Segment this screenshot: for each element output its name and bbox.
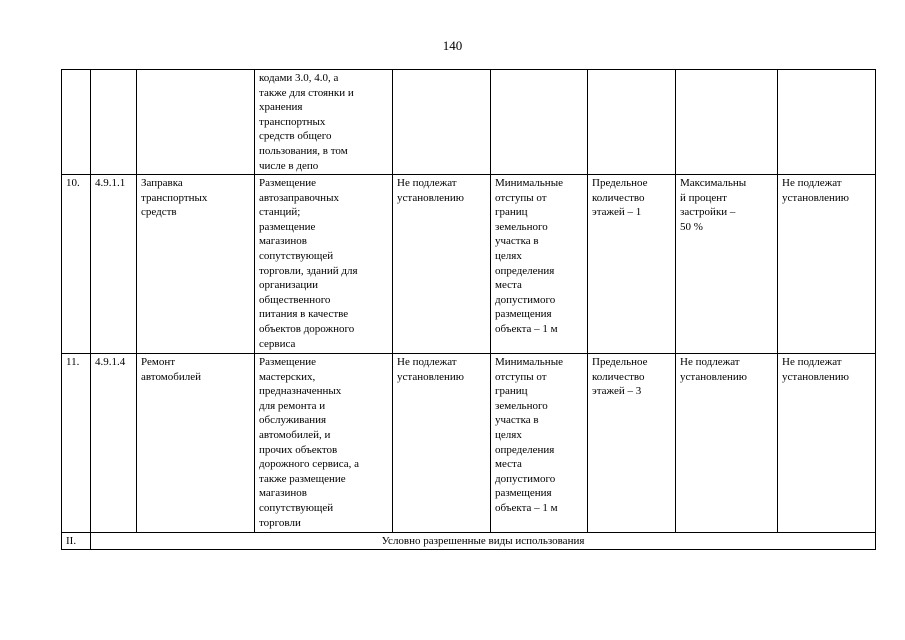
cell-text-line: мастерских, (259, 370, 316, 383)
cell-text-line: числе в депо (259, 159, 319, 172)
coverage-cell (676, 354, 778, 533)
cell-text-line: автомобилей, и (259, 428, 331, 441)
cell-text-line: Не подлежат (397, 356, 457, 368)
coverage-cell (676, 70, 778, 175)
cell-text-line: организации (259, 279, 319, 292)
cell-text-line: Предельное (592, 356, 648, 368)
cell-text-line: также для стоянки и (259, 86, 354, 99)
cell-text-line: целях (495, 249, 522, 262)
cell-text-line: торговли (259, 516, 301, 529)
cell-text-line: Не подлежат (680, 356, 740, 368)
cell-text-line: земельного (495, 399, 548, 412)
use-code: 4.9.1.1 (91, 175, 137, 354)
cell-text-line: транспортных (141, 191, 208, 204)
cell-text-line: Не подлежат (782, 356, 842, 368)
use-name (137, 354, 255, 533)
cell-text-line: Предельное (592, 177, 648, 189)
cell-text-line: пользования, в том (259, 144, 348, 157)
setbacks-cell (491, 70, 588, 175)
cell-text-line: средств (141, 206, 177, 219)
section-title: Условно разрешенные виды использования (91, 533, 876, 550)
cell-text-line: места (495, 458, 522, 471)
cell-text-line: Размещение (259, 356, 317, 368)
use-name (137, 70, 255, 175)
cell-text-line: размещения (495, 308, 552, 321)
setbacks-cell (491, 354, 588, 533)
table-row (62, 70, 876, 175)
cell-text-line: хранения (259, 101, 303, 114)
cell-text-line: определения (495, 443, 555, 456)
min-area-cell (393, 175, 491, 354)
cell-text-line: размещения (495, 487, 552, 500)
cell-text-line: Заправка (141, 177, 183, 189)
use-description (255, 70, 393, 175)
cell-text-line: Минимальные (495, 356, 563, 368)
page-number: 140 (442, 38, 463, 53)
cell-text-line: сопутствующей (259, 249, 334, 262)
cell-text-line: места (495, 279, 522, 292)
cell-text-line: питания в качестве (259, 308, 349, 321)
cell-text-line: количество (592, 370, 645, 383)
cell-text-line: транспортных (259, 115, 326, 128)
zoning-table (61, 69, 876, 550)
coverage-cell (676, 175, 778, 354)
use-description (255, 175, 393, 354)
cell-text-line: станций; (259, 206, 301, 219)
cell-text-line: сопутствующей (259, 501, 334, 514)
cell-text-line: объекта – 1 м (495, 501, 558, 514)
floors-cell (588, 70, 676, 175)
section-row (62, 533, 876, 550)
use-name (137, 175, 255, 354)
setbacks-cell (491, 175, 588, 354)
cell-text-line: допустимого (495, 472, 556, 485)
cell-text-line: этажей – 3 (592, 385, 642, 398)
cell-text-line: средств общего (259, 130, 332, 143)
cell-text-line: этажей – 1 (592, 206, 642, 219)
table-row (62, 354, 876, 533)
cell-text-line: установлению (397, 191, 465, 204)
cell-text-line: й процент (680, 191, 727, 204)
cell-text-line: земельного (495, 220, 548, 233)
cell-text-line: количество (592, 191, 645, 204)
min-area-cell (393, 70, 491, 175)
cell-text-line: 50 % (680, 220, 703, 233)
cell-text-line: определения (495, 264, 555, 277)
cell-text-line: автозаправочных (259, 191, 339, 204)
cell-text-line: Размещение (259, 177, 317, 189)
cell-text-line: также размещение (259, 472, 346, 485)
cell-text-line: установлению (782, 370, 850, 383)
cell-text-line: магазинов (259, 487, 307, 500)
row-number: 10. (62, 175, 91, 354)
row-number (62, 70, 91, 175)
cell-text-line: кодами 3.0, 4.0, а (259, 72, 339, 84)
cell-text-line: границ (495, 385, 528, 398)
cell-text-line: застройки – (680, 206, 736, 219)
min-area-cell (393, 354, 491, 533)
cell-text-line: установлению (782, 191, 850, 204)
other-params-cell (778, 354, 876, 533)
other-params-cell (778, 175, 876, 354)
cell-text-line: объекта – 1 м (495, 322, 558, 335)
floors-cell (588, 354, 676, 533)
cell-text-line: целях (495, 428, 522, 441)
use-code (91, 70, 137, 175)
cell-text-line: обслуживания (259, 414, 327, 427)
cell-text-line: Ремонт (141, 356, 176, 368)
cell-text-line: участка в (495, 414, 539, 427)
row-number: 11. (62, 354, 91, 533)
cell-text-line: границ (495, 206, 528, 219)
cell-text-line: дорожного сервиса, а (259, 458, 360, 471)
cell-text-line: участка в (495, 235, 539, 248)
cell-text-line: автомобилей (141, 370, 201, 383)
cell-text-line: сервиса (259, 337, 296, 350)
table-row (62, 175, 876, 354)
cell-text-line: размещение (259, 220, 316, 233)
cell-text-line: отступы от (495, 370, 547, 383)
cell-text-line: допустимого (495, 293, 556, 306)
cell-text-line: объектов дорожного (259, 322, 355, 335)
floors-cell (588, 175, 676, 354)
other-params-cell (778, 70, 876, 175)
cell-text-line: установлению (680, 370, 748, 383)
cell-text-line: прочих объектов (259, 443, 338, 456)
section-number: II. (62, 533, 91, 550)
cell-text-line: общественного (259, 293, 331, 306)
cell-text-line: Максимальны (680, 177, 747, 189)
cell-text-line: отступы от (495, 191, 547, 204)
cell-text-line: торговли, зданий для (259, 264, 358, 277)
cell-text-line: Минимальные (495, 177, 563, 189)
cell-text-line: Не подлежат (397, 177, 457, 189)
cell-text-line: магазинов (259, 235, 307, 248)
cell-text-line: для ремонта и (259, 399, 326, 412)
cell-text-line: Не подлежат (782, 177, 842, 189)
use-description (255, 354, 393, 533)
cell-text-line: предназначенных (259, 385, 342, 398)
cell-text-line: установлению (397, 370, 465, 383)
use-code: 4.9.1.4 (91, 354, 137, 533)
